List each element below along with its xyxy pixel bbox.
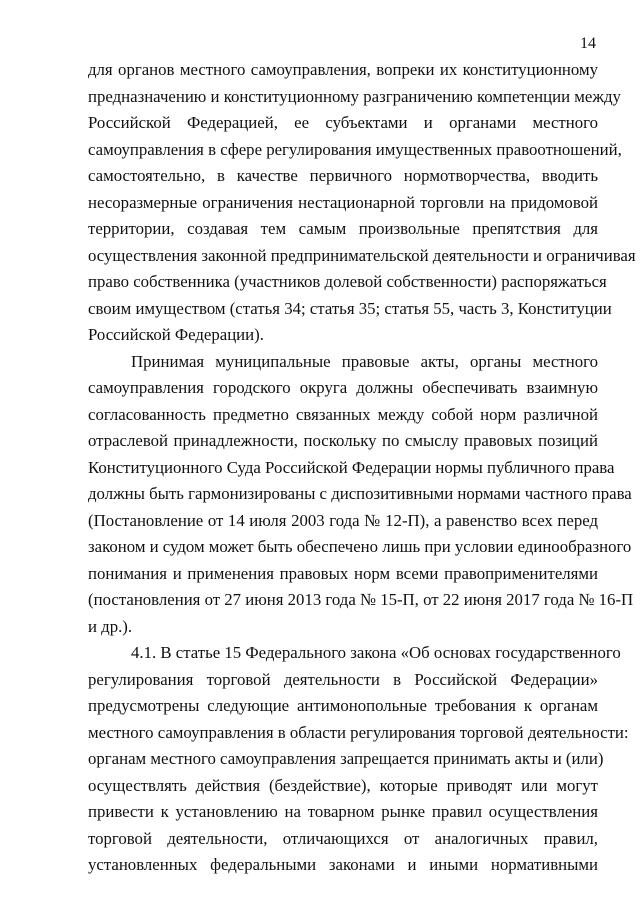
- text-line: установленных федеральными законами и иными нормативными: [88, 855, 598, 874]
- text-line: территории, создавая тем самым произвольные препятствия для: [88, 219, 598, 238]
- text-line: Российской Федерацией, ее субъектами и органами местного: [88, 113, 598, 132]
- text-line: самоуправления в сфере регулирования имущественных правоотношений,: [88, 139, 622, 159]
- text-line: осуществления законной предпринимательской деятельности и ограничивая: [88, 245, 636, 265]
- text-line: Конституционного Суда Российской Федерации нормы публичного права: [88, 457, 615, 477]
- text-line: органам местного самоуправления запрещается принимать акты и (или): [88, 749, 604, 768]
- text-line: для органов местного самоуправления, вопреки их конституционному: [88, 60, 598, 79]
- text-line: регулирования торговой деятельности в Российской Федерации»: [88, 669, 598, 689]
- text-line: самоуправления городского округа должны обеспечивать взаимную: [88, 378, 598, 397]
- text-line: Российской Федерации).: [88, 325, 264, 344]
- text-line: понимания и применения правовых норм всеми правоприменителями: [88, 563, 598, 583]
- text-line: осуществлять действия (бездействие), которые приводят или могут: [88, 775, 598, 795]
- text-line: несоразмерные ограничения нестационарной торговли на придомовой: [88, 192, 598, 212]
- text-line: должны быть гармонизированы с диспозитивными нормами частного права: [88, 484, 632, 503]
- text-line: (постановления от 27 июня 2013 года № 15-П, от 22 июня 2017 года № 16-П: [88, 590, 634, 609]
- text-line: законом и судом может быть обеспечено лишь при условии единообразного: [88, 537, 632, 556]
- text-line: право собственника (участников долевой собственности) распоряжаться: [88, 272, 607, 291]
- text-line: предусмотрены следующие антимонопольные требования к органам: [88, 696, 598, 715]
- text-line: самостоятельно, в качестве первичного нормотворчества, вводить: [88, 166, 598, 185]
- page-number: 14: [580, 35, 596, 52]
- text-line: местного самоуправления в области регулирования торговой деятельности:: [88, 722, 629, 742]
- text-line: Принимая муниципальные правовые акты, органы местного: [131, 351, 598, 371]
- text-line: согласованность предметно связанных между собой норм различной: [88, 404, 598, 424]
- text-line: предназначению и конституционному разграничению компетенции между: [88, 86, 621, 106]
- text-line: своим имуществом (статья 34; статья 35; статья 55, часть 3, Конституции: [88, 298, 612, 318]
- text-line: привести к установлению на товарном рынке правил осуществления: [88, 802, 598, 821]
- text-line: и др.).: [88, 616, 133, 636]
- text-line: (Постановление от 14 июля 2003 года № 12-П), а равенство всех перед: [88, 510, 598, 530]
- text-line: отраслевой принадлежности, поскольку по смыслу правовых позиций: [88, 431, 598, 450]
- text-line: торговой деятельности, отличающихся от аналогичных правил,: [88, 828, 598, 848]
- text-line: 4.1. В статье 15 Федерального закона «Об основах государственного: [131, 643, 621, 662]
- document-body: [88, 57, 636, 879]
